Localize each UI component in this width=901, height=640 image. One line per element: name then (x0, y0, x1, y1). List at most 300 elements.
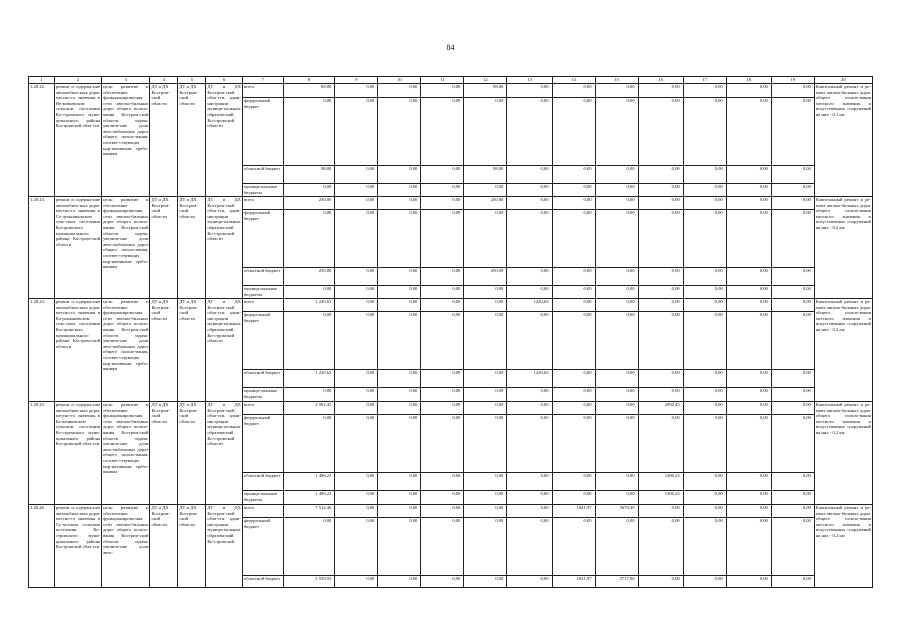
amount-cell: 0,00 (726, 299, 771, 312)
amount-cell: 0,00 (638, 166, 683, 184)
amount-cell: 0,00 (378, 312, 421, 370)
amount-cell: 0,00 (378, 576, 421, 588)
amount-cell: 0,00 (683, 197, 726, 210)
amount-cell: 98,00 (283, 84, 335, 98)
amount-cell: 0,00 (421, 184, 464, 197)
amount-cell: 0,00 (507, 415, 552, 473)
amount-cell: 0,00 (507, 166, 552, 184)
participants: ДТ и ДХ Костром-ской обла-сти, адми-нистрации муници-пальных образова-ний Ко-стромской (206, 505, 243, 588)
amount-cell: 0,00 (421, 312, 464, 370)
amount-cell: 0,00 (421, 402, 464, 415)
column-number-header: 16 (638, 77, 683, 84)
amount-cell: 0,00 (638, 299, 683, 312)
amount-cell: 0,00 (683, 286, 726, 299)
amount-cell: 0,00 (771, 491, 814, 505)
amount-cell: 0,00 (507, 518, 552, 576)
goal-task: цель: развитие и обеспечение функционирова-ния сети автомо-бильных дорог общего пользо-вания Костром-ской области задача: увеличе-ние доли авто-мобильных дорог общего пользо-вания, соответ-ствующих нор-мативным требо-ваниям (102, 402, 150, 505)
amount-cell: 0,00 (507, 491, 552, 505)
amount-cell: 98,00 (283, 166, 335, 184)
amount-cell: 5670,49 (595, 505, 638, 518)
expected-result: Капитальный ремонт и ре-монт автомо-бильных дорог общего пользо-вания местного значения и искусственных сооружений на них - 0,2 км (814, 505, 872, 588)
amount-cell: 0,00 (421, 286, 464, 299)
amount-cell: 0,00 (421, 505, 464, 518)
column-number-header: 14 (552, 77, 595, 84)
amount-cell: 0,00 (552, 268, 595, 286)
participants: ДТ и ДХ Костром-ской обла-сти, адми-нистрации муници-пальных образова-ний Ко-стромской области (206, 197, 243, 299)
amount-cell: 0,00 (771, 84, 814, 98)
amount-cell: 0,00 (283, 286, 335, 299)
amount-cell: 0,00 (335, 184, 378, 197)
amount-cell: 0,00 (378, 98, 421, 166)
amount-cell: 0,00 (552, 370, 595, 388)
amount-cell: 1 496,23 (283, 473, 335, 491)
amount-cell: 1841,97 (552, 576, 595, 588)
amount-cell: 0,00 (726, 473, 771, 491)
budget-table (28, 76, 873, 588)
table-row (29, 197, 873, 210)
amount-cell: 0,00 (726, 197, 771, 210)
measure-name: ремонт и содержа-ние автомобиль-ных дорог местно-го значения в Ка-рамышевском сель-ском поселении Костромского муниципального района Костром-ской области (54, 299, 101, 402)
amount-cell: 98,00 (464, 166, 507, 184)
amount-cell: 0,00 (771, 299, 814, 312)
row-number: 1.28.22. (29, 84, 55, 197)
amount-cell: 0,00 (421, 518, 464, 576)
amount-cell: 0,00 (638, 210, 683, 268)
funding-source: областной бюджет (242, 268, 283, 286)
amount-cell: 0,00 (507, 197, 552, 210)
amount-cell: 0,00 (552, 84, 595, 98)
amount-cell: 0,00 (552, 415, 595, 473)
table-row (29, 402, 873, 415)
participants: ДТ и ДХ Костром-ской обла-сти, адми-нистрации муници-пальных образова-ний Ко-стромской области (206, 84, 243, 197)
amount-cell: 0,00 (683, 184, 726, 197)
funding-source: всего (242, 299, 283, 312)
co-executor: ДТ и ДХ Костром-ской области (178, 402, 206, 505)
amount-cell: 0,00 (638, 505, 683, 518)
amount-cell: 0,00 (283, 518, 335, 576)
amount-cell: 0,00 (335, 518, 378, 576)
amount-cell: 0,00 (378, 402, 421, 415)
amount-cell: 0,00 (283, 98, 335, 166)
co-executor: ДТ и ДХ Костром-ской области (178, 84, 206, 197)
amount-cell: 0,00 (507, 184, 552, 197)
amount-cell: 0,00 (595, 473, 638, 491)
amount-cell: 0,00 (464, 370, 507, 388)
amount-cell: 0,00 (335, 299, 378, 312)
amount-cell: 0,00 (378, 210, 421, 268)
amount-cell: 0,00 (683, 268, 726, 286)
measure-name: ремонт и содержа-ние автомобиль-ных дорог местно-го значения в Се-дельниковском сель-ском поселении Костромского муниципального района Костром-ской области (54, 197, 101, 299)
column-number-header: 20 (814, 77, 872, 84)
column-number-header: 13 (507, 77, 552, 84)
goal-task: цель: развитие и обеспечение функционирова-ния сети автомо-бильных дорог общего пользо-вания Костром-ской области задача: увеличе-ние доли авто-мобильных дорог общего пользо-вания, соответ-ствующих нор-мативным требо-ваниям (102, 84, 150, 197)
column-number-header: 8 (283, 77, 335, 84)
amount-cell: 0,00 (595, 268, 638, 286)
amount-cell: 0,00 (378, 184, 421, 197)
amount-cell: 0,00 (726, 166, 771, 184)
responsible-executor: ДТ и ДХ Костром-ской области (150, 84, 178, 197)
funding-source: всего (242, 505, 283, 518)
expected-result: Капитальный ремонт и ре-монт автомо-бильных дорог общего пользо-вания местного значения и искусственных сооружений на них - 0,2 км (814, 299, 872, 402)
amount-cell: 0,00 (771, 576, 814, 588)
amount-cell: 0,00 (421, 491, 464, 505)
amount-cell: 0,00 (378, 491, 421, 505)
amount-cell: 0,00 (683, 84, 726, 98)
row-number: 1.28.23. (29, 197, 55, 299)
amount-cell: 0,00 (683, 491, 726, 505)
amount-cell: 0,00 (726, 286, 771, 299)
amount-cell: 0,00 (464, 210, 507, 268)
amount-cell: 0,00 (726, 415, 771, 473)
amount-cell: 0,00 (507, 388, 552, 402)
amount-cell: 0,00 (552, 388, 595, 402)
measure-name: ремонт и содержа-ние автомобиль-ных дорог местно-го значения в Су-залском сельском поселении Ко-стромского муни-ципального района Костромской обла-сти (54, 505, 101, 588)
amount-cell: 0,00 (335, 576, 378, 588)
funding-source: федеральный бюджет (242, 210, 283, 268)
amount-cell: 0,00 (683, 415, 726, 473)
amount-cell: 0,00 (378, 299, 421, 312)
amount-cell: 0,00 (378, 473, 421, 491)
funding-source: областной бюджет (242, 370, 283, 388)
funding-source: всего (242, 402, 283, 415)
column-number-header: 5 (178, 77, 206, 84)
amount-cell: 0,00 (595, 84, 638, 98)
amount-cell: 0,00 (638, 576, 683, 588)
measure-name: ремонт и содержа-ние автомобиль-ных дорог местно-го значения в Не-ковьевском сельском поселении Ко-стромского муни-ципального района Костромской обла-сти (54, 84, 101, 197)
header-row (29, 77, 873, 84)
amount-cell: 0,00 (726, 84, 771, 98)
amount-cell: 0,00 (771, 415, 814, 473)
amount-cell: 0,00 (771, 473, 814, 491)
column-number-header: 6 (206, 77, 243, 84)
responsible-executor: ДТ и ДХ Костром-ской области (150, 505, 178, 588)
amount-cell: 0,00 (683, 576, 726, 588)
amount-cell: 0,00 (464, 473, 507, 491)
amount-cell: 0,00 (638, 370, 683, 388)
amount-cell: 250,00 (283, 197, 335, 210)
amount-cell: 0,00 (683, 505, 726, 518)
amount-cell: 0,00 (595, 491, 638, 505)
amount-cell: 0,00 (595, 388, 638, 402)
column-number-header: 18 (726, 77, 771, 84)
amount-cell: 0,00 (507, 473, 552, 491)
amount-cell: 0,00 (726, 210, 771, 268)
measure-name: ремонт и содержа-ние автомобиль-ных дорог местно-го значения в Ба-шенковском сельском поселении Ко-стромского муни-ципального района Костромской обла-сти (54, 402, 101, 505)
amount-cell: 0,00 (683, 210, 726, 268)
row-number: 1.28.26. (29, 505, 55, 588)
amount-cell: 0,00 (507, 84, 552, 98)
amount-cell: 0,00 (595, 184, 638, 197)
amount-cell: 0,00 (726, 370, 771, 388)
expected-result: Капитальный ремонт и ре-монт автомо-бильных дорог общего пользо-вания местного значения и искусственных сооружений на них - 0,2 км (814, 197, 872, 299)
amount-cell: 250,00 (464, 197, 507, 210)
amount-cell: 0,00 (283, 415, 335, 473)
amount-cell: 0,00 (464, 388, 507, 402)
amount-cell: 0,00 (421, 210, 464, 268)
amount-cell: 0,00 (683, 166, 726, 184)
amount-cell: 0,00 (421, 388, 464, 402)
amount-cell: 0,00 (726, 518, 771, 576)
responsible-executor: ДТ и ДХ Костром-ской области (150, 402, 178, 505)
column-number-header: 1 (29, 77, 55, 84)
column-number-header: 12 (464, 77, 507, 84)
expected-result: Капитальный ремонт и ре-монт автомо-бильных дорог общего пользо-вания местного значения и искусственных сооружений на них - 0,1 км (814, 84, 872, 197)
funding-source: областной бюджет (242, 576, 283, 588)
amount-cell: 1841,97 (552, 505, 595, 518)
amount-cell: 0,00 (507, 402, 552, 415)
funding-source: федеральный бюджет (242, 312, 283, 370)
amount-cell: 250,00 (283, 268, 335, 286)
amount-cell: 0,00 (595, 402, 638, 415)
amount-cell: 0,00 (464, 312, 507, 370)
amount-cell: 2992,45 (638, 402, 683, 415)
amount-cell: 0,00 (378, 505, 421, 518)
amount-cell: 0,00 (464, 286, 507, 299)
amount-cell: 1220,63 (507, 370, 552, 388)
amount-cell: 0,00 (464, 184, 507, 197)
amount-cell: 0,00 (464, 505, 507, 518)
column-number-header: 9 (335, 77, 378, 84)
amount-cell: 0,00 (335, 370, 378, 388)
co-executor: ДТ и ДХ Костром-ской области (178, 505, 206, 588)
amount-cell: 0,00 (378, 166, 421, 184)
amount-cell: 0,00 (595, 312, 638, 370)
amount-cell: 0,00 (335, 402, 378, 415)
amount-cell: 0,00 (283, 312, 335, 370)
amount-cell: 0,00 (421, 576, 464, 588)
funding-source: муници-пальные бюджеты (242, 491, 283, 505)
amount-cell: 0,00 (552, 210, 595, 268)
amount-cell: 7 512,46 (283, 505, 335, 518)
amount-cell: 0,00 (464, 402, 507, 415)
amount-cell: 0,00 (507, 286, 552, 299)
amount-cell: 0,00 (335, 166, 378, 184)
column-number-header: 19 (771, 77, 814, 84)
amount-cell: 0,00 (726, 268, 771, 286)
column-number-header: 4 (150, 77, 178, 84)
amount-cell: 0,00 (683, 370, 726, 388)
table-row (29, 505, 873, 518)
goal-task: цель: развитие и обеспечение функционирова-ния сети автомо-бильных дорог общего пользо-вания Костром-ской области задача: увеличе-ние доли авто- (102, 505, 150, 588)
amount-cell: 0,00 (638, 415, 683, 473)
amount-cell: 0,00 (552, 286, 595, 299)
amount-cell: 0,00 (595, 98, 638, 166)
amount-cell: 0,00 (771, 518, 814, 576)
funding-source: муници-пальные бюджеты (242, 388, 283, 402)
amount-cell: 0,00 (726, 388, 771, 402)
amount-cell: 0,00 (552, 166, 595, 184)
column-number-header: 15 (595, 77, 638, 84)
amount-cell: 0,00 (638, 84, 683, 98)
amount-cell: 0,00 (595, 415, 638, 473)
amount-cell: 0,00 (726, 576, 771, 588)
amount-cell: 0,00 (421, 415, 464, 473)
amount-cell: 0,00 (335, 197, 378, 210)
amount-cell: 0,00 (771, 184, 814, 197)
amount-cell: 0,00 (726, 312, 771, 370)
funding-source: муници-пальные бюджеты (242, 286, 283, 299)
column-number-header: 10 (378, 77, 421, 84)
expected-result: Капитальный ремонт и ре-монт автомо-бильных дорог общего пользо-вания местного значения и искусственных сооружений на них - 0,2 км (814, 402, 872, 505)
amount-cell: 0,00 (771, 505, 814, 518)
amount-cell: 0,00 (683, 98, 726, 166)
amount-cell: 1496,23 (638, 473, 683, 491)
amount-cell: 0,00 (552, 473, 595, 491)
amount-cell: 0,00 (507, 505, 552, 518)
amount-cell: 0,00 (638, 518, 683, 576)
funding-source: муници-пальные бюджеты (242, 184, 283, 197)
amount-cell: 0,00 (335, 415, 378, 473)
funding-source: областной бюджет (242, 166, 283, 184)
amount-cell: 0,00 (378, 370, 421, 388)
responsible-executor: ДТ и ДХ Костром-ской области (150, 299, 178, 402)
amount-cell: 5 559,93 (283, 576, 335, 588)
amount-cell: 0,00 (335, 268, 378, 286)
amount-cell: 0,00 (335, 473, 378, 491)
amount-cell: 0,00 (638, 197, 683, 210)
amount-cell: 0,00 (283, 184, 335, 197)
amount-cell: 0,00 (595, 197, 638, 210)
amount-cell: 0,00 (507, 312, 552, 370)
amount-cell: 0,00 (771, 197, 814, 210)
amount-cell: 0,00 (464, 518, 507, 576)
amount-cell: 0,00 (595, 166, 638, 184)
table-row (29, 84, 873, 98)
column-number-header: 11 (421, 77, 464, 84)
amount-cell: 0,00 (638, 286, 683, 299)
amount-cell: 0,00 (378, 197, 421, 210)
amount-cell: 3717,96 (595, 576, 638, 588)
column-number-header: 7 (242, 77, 283, 84)
co-executor: ДТ и ДХ Костром-ской области (178, 197, 206, 299)
amount-cell: 0,00 (421, 84, 464, 98)
amount-cell: 0,00 (552, 402, 595, 415)
column-number-header: 3 (102, 77, 150, 84)
amount-cell: 2 992,45 (283, 402, 335, 415)
amount-cell: 0,00 (771, 312, 814, 370)
amount-cell: 0,00 (378, 268, 421, 286)
amount-cell: 0,00 (283, 388, 335, 402)
amount-cell: 0,00 (683, 388, 726, 402)
amount-cell: 0,00 (771, 388, 814, 402)
amount-cell: 0,00 (464, 299, 507, 312)
amount-cell: 0,00 (378, 84, 421, 98)
amount-cell: 0,00 (378, 415, 421, 473)
amount-cell: 0,00 (283, 210, 335, 268)
amount-cell: 1220,63 (507, 299, 552, 312)
amount-cell: 0,00 (552, 184, 595, 197)
amount-cell: 0,00 (552, 491, 595, 505)
amount-cell: 0,00 (421, 166, 464, 184)
amount-cell: 0,00 (464, 491, 507, 505)
amount-cell: 0,00 (335, 210, 378, 268)
amount-cell: 0,00 (464, 576, 507, 588)
amount-cell: 0,00 (421, 268, 464, 286)
column-number-header: 17 (683, 77, 726, 84)
amount-cell: 98,00 (464, 84, 507, 98)
amount-cell: 0,00 (683, 518, 726, 576)
amount-cell: 0,00 (552, 312, 595, 370)
amount-cell: 0,00 (335, 84, 378, 98)
amount-cell: 0,00 (771, 268, 814, 286)
amount-cell: 1 220,63 (283, 299, 335, 312)
amount-cell: 0,00 (335, 312, 378, 370)
amount-cell: 0,00 (552, 98, 595, 166)
amount-cell: 0,00 (683, 299, 726, 312)
amount-cell: 0,00 (683, 473, 726, 491)
amount-cell: 0,00 (335, 388, 378, 402)
goal-task: цель: развитие и обеспечение функционирова-ния сети автомо-бильных дорог общего пользо-вания Костром-ской области задача: увеличе-ние доли авто-мобильных дорог общего пользо-вания, соответ-ствующих нор-мативным требо-ваниям (102, 197, 150, 299)
responsible-executor: ДТ и ДХ Костром-ской области (150, 197, 178, 299)
amount-cell: 0,00 (464, 98, 507, 166)
amount-cell: 0,00 (464, 415, 507, 473)
funding-source: федеральный бюджет (242, 98, 283, 166)
amount-cell: 0,00 (595, 286, 638, 299)
amount-cell: 0,00 (421, 370, 464, 388)
participants: ДТ и ДХ Костром-ской обла-сти, адми-нистрации муници-пальных образова-ний Ко-стромской области (206, 402, 243, 505)
amount-cell: 0,00 (378, 518, 421, 576)
amount-cell: 0,00 (595, 370, 638, 388)
amount-cell: 0,00 (638, 312, 683, 370)
amount-cell: 0,00 (421, 473, 464, 491)
funding-source: федеральный бюджет (242, 415, 283, 473)
amount-cell: 0,00 (726, 491, 771, 505)
amount-cell: 0,00 (335, 98, 378, 166)
amount-cell: 0,00 (552, 197, 595, 210)
amount-cell: 0,00 (595, 518, 638, 576)
amount-cell: 0,00 (421, 299, 464, 312)
amount-cell: 0,00 (335, 491, 378, 505)
amount-cell: 0,00 (552, 518, 595, 576)
amount-cell: 0,00 (726, 98, 771, 166)
amount-cell: 0,00 (771, 166, 814, 184)
amount-cell: 1 220,63 (283, 370, 335, 388)
amount-cell: 0,00 (335, 505, 378, 518)
amount-cell: 0,00 (421, 197, 464, 210)
table-row (29, 299, 873, 312)
amount-cell: 0,00 (421, 98, 464, 166)
goal-task: цель: развитие и обеспечение функционирова-ния сети автомо-бильных дорог общего пользо-вания Костром-ской области задача: увеличе-ние доли авто-мобильных дорог общего пользо-вания, соответ-ствующих нор-мативным требо-ваниям (102, 299, 150, 402)
row-number: 1.28.24. (29, 299, 55, 402)
amount-cell: 0,00 (595, 210, 638, 268)
page-number: 84 (446, 43, 455, 52)
amount-cell: 250,00 (464, 268, 507, 286)
amount-cell: 0,00 (638, 268, 683, 286)
co-executor: ДТ и ДХ Костром-ской области (178, 299, 206, 402)
amount-cell: 0,00 (507, 268, 552, 286)
amount-cell: 0,00 (595, 299, 638, 312)
amount-cell: 0,00 (638, 98, 683, 166)
amount-cell: 0,00 (507, 98, 552, 166)
amount-cell: 0,00 (378, 388, 421, 402)
amount-cell: 0,00 (683, 312, 726, 370)
amount-cell: 0,00 (726, 505, 771, 518)
amount-cell: 0,00 (507, 210, 552, 268)
amount-cell: 1 496,23 (283, 491, 335, 505)
amount-cell: 0,00 (378, 286, 421, 299)
row-number: 1.28.25. (29, 402, 55, 505)
amount-cell: 0,00 (771, 370, 814, 388)
amount-cell: 0,00 (771, 210, 814, 268)
amount-cell: 0,00 (683, 402, 726, 415)
funding-source: всего (242, 84, 283, 98)
amount-cell: 0,00 (638, 184, 683, 197)
amount-cell: 0,00 (726, 184, 771, 197)
amount-cell: 1496,23 (638, 491, 683, 505)
amount-cell: 0,00 (726, 402, 771, 415)
amount-cell: 0,00 (507, 576, 552, 588)
amount-cell: 0,00 (771, 286, 814, 299)
